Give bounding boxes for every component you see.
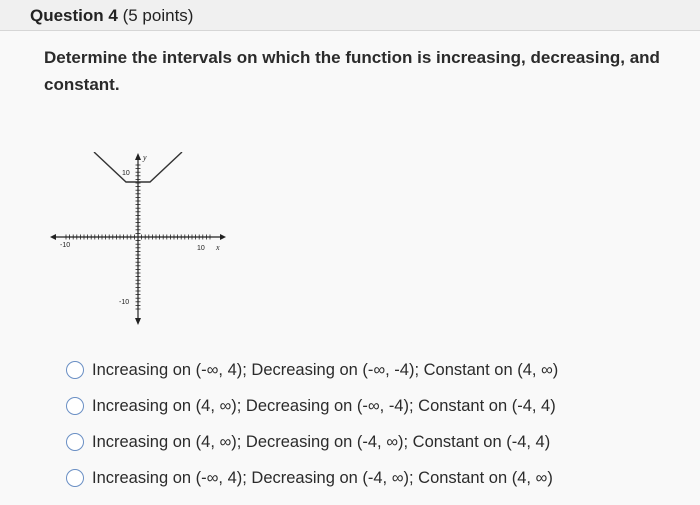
answer-option-label: Increasing on (4, ∞); Decreasing on (-∞, -4); Constant on (-4, 4) bbox=[92, 396, 556, 415]
question-points: (5 points) bbox=[122, 6, 194, 25]
tick-label-y-neg: -10 bbox=[119, 299, 130, 306]
answer-option-2[interactable] bbox=[66, 388, 558, 424]
question-title bbox=[30, 6, 193, 26]
question-header bbox=[0, 0, 700, 31]
answer-option-3[interactable] bbox=[66, 424, 558, 460]
question-number: Question 4 bbox=[30, 6, 118, 25]
answer-option-label: Increasing on (-∞, 4); Decreasing on (-4, ∞); Constant on (4, ∞) bbox=[92, 468, 553, 487]
tick-label-x-pos: 10 bbox=[197, 245, 205, 252]
answer-option-1[interactable] bbox=[66, 352, 558, 388]
y-axis-arrow-up bbox=[135, 153, 141, 160]
x-axis-label: x bbox=[216, 243, 220, 252]
y-axis-label: y bbox=[143, 153, 147, 162]
radio-button[interactable] bbox=[66, 469, 84, 487]
tick-label-x-neg: -10 bbox=[60, 242, 71, 249]
function-graph bbox=[50, 152, 230, 332]
answer-option-label: Increasing on (4, ∞); Decreasing on (-4, ∞); Constant on (-4, 4) bbox=[92, 432, 551, 451]
y-axis-arrow-down bbox=[135, 318, 141, 325]
answer-option-label: Increasing on (-∞, 4); Decreasing on (-∞, -4); Constant on (4, ∞) bbox=[92, 360, 559, 379]
answer-options bbox=[66, 352, 558, 496]
tick-label-y-pos: 10 bbox=[122, 170, 130, 177]
question-prompt: Determine the intervals on which the function is increasing, decreasing, and constant. bbox=[44, 48, 660, 94]
answer-option-4[interactable] bbox=[66, 460, 558, 496]
x-axis-arrow-right bbox=[220, 234, 226, 240]
radio-button[interactable] bbox=[66, 397, 84, 415]
radio-button[interactable] bbox=[66, 361, 84, 379]
x-axis-arrow-left bbox=[50, 234, 56, 240]
radio-button[interactable] bbox=[66, 433, 84, 451]
